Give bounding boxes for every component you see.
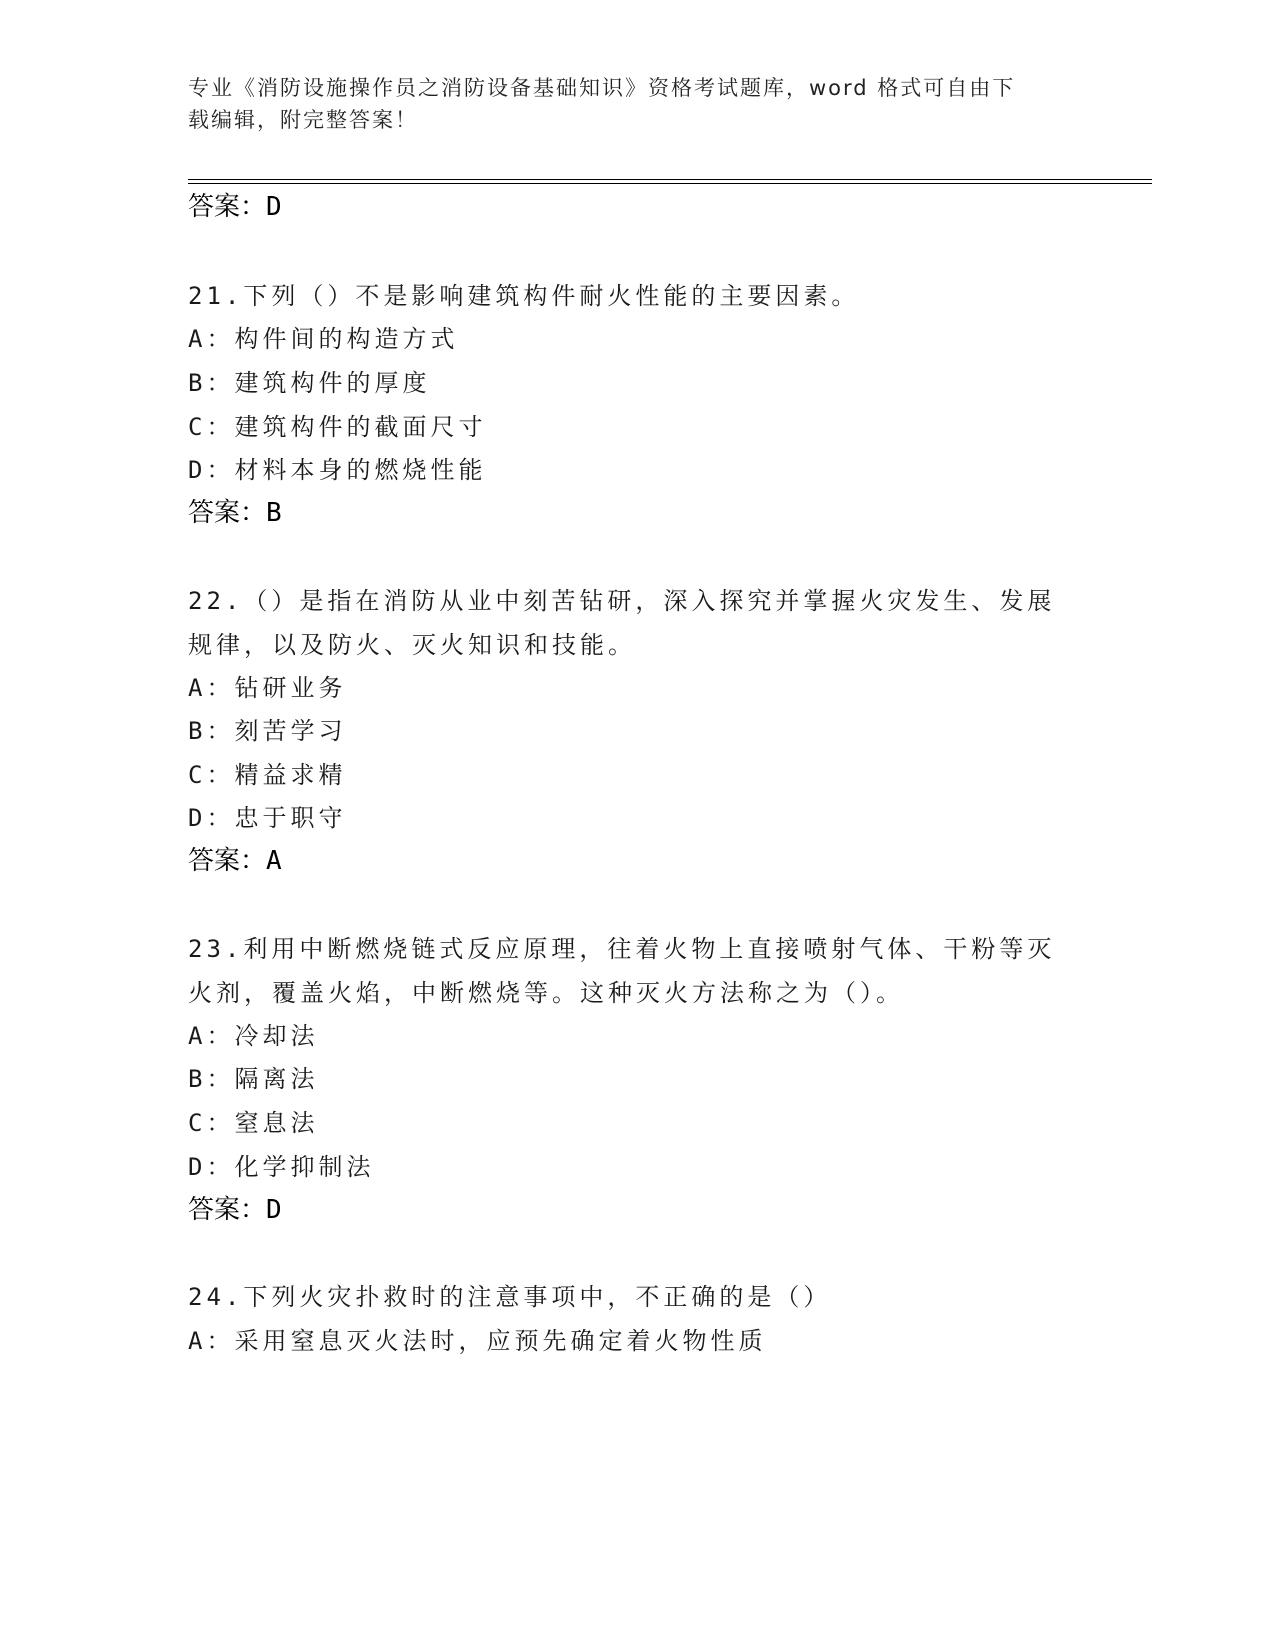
question-24-stem: 24.下列火灾扑救时的注意事项中，不正确的是（） (188, 1283, 832, 1311)
question-24-option-a: A：采用窒息灭火法时，应预先确定着火物性质 (188, 1327, 767, 1355)
header-rule-top (188, 179, 1152, 180)
header-line-1: 专业《消防设施操作员之消防设备基础知识》资格考试题库，word 格式可自由下 (188, 76, 1016, 100)
question-22-option-b: B：刻苦学习 (188, 717, 347, 745)
question-21-option-d: D：材料本身的燃烧性能 (188, 456, 487, 484)
question-21-stem: 21.下列（）不是影响建筑构件耐火性能的主要因素。 (188, 282, 860, 310)
question-22-option-d: D：忠于职守 (188, 804, 347, 832)
question-22-stem-line-1: 22.（）是指在消防从业中刻苦钻研，深入探究并掌握火灾发生、发展 (188, 587, 1056, 615)
answer-label: 答案： (188, 498, 267, 528)
question-21-answer (188, 492, 282, 529)
previous-answer (188, 186, 282, 223)
question-23-stem-line-1: 23.利用中断燃烧链式反应原理，往着火物上直接喷射气体、干粉等灭 (188, 935, 1056, 963)
question-21-option-b: B：建筑构件的厚度 (188, 369, 431, 397)
question-21-option-c: C：建筑构件的截面尺寸 (188, 413, 487, 441)
answer-value: A (266, 846, 282, 876)
question-23-option-a: A：冷却法 (188, 1022, 319, 1050)
question-22-answer (188, 840, 282, 877)
question-22-option-a: A：钻研业务 (188, 674, 347, 702)
answer-label: 答案： (188, 846, 267, 876)
answer-label: 答案： (188, 1195, 267, 1225)
question-21-option-a: A：构件间的构造方式 (188, 325, 459, 353)
question-23-option-c: C：窒息法 (188, 1109, 319, 1137)
answer-label: 答案： (188, 192, 267, 222)
question-23-stem-line-2: 火剂，覆盖火焰，中断燃烧等。这种灭火方法称之为（）。 (188, 979, 904, 1007)
header-rule-bottom (188, 183, 1152, 184)
question-23-answer (188, 1189, 282, 1226)
question-23-option-b: B：隔离法 (188, 1065, 319, 1093)
question-23-option-d: D：化学抑制法 (188, 1153, 375, 1181)
page-header (188, 72, 1088, 136)
header-line-2: 载编辑，附完整答案！ (188, 108, 418, 132)
question-22-option-c: C：精益求精 (188, 761, 347, 789)
answer-value: B (266, 498, 282, 528)
answer-value: D (266, 192, 282, 222)
question-22-stem-line-2: 规律，以及防火、灭火知识和技能。 (188, 631, 636, 659)
answer-value: D (266, 1195, 282, 1225)
